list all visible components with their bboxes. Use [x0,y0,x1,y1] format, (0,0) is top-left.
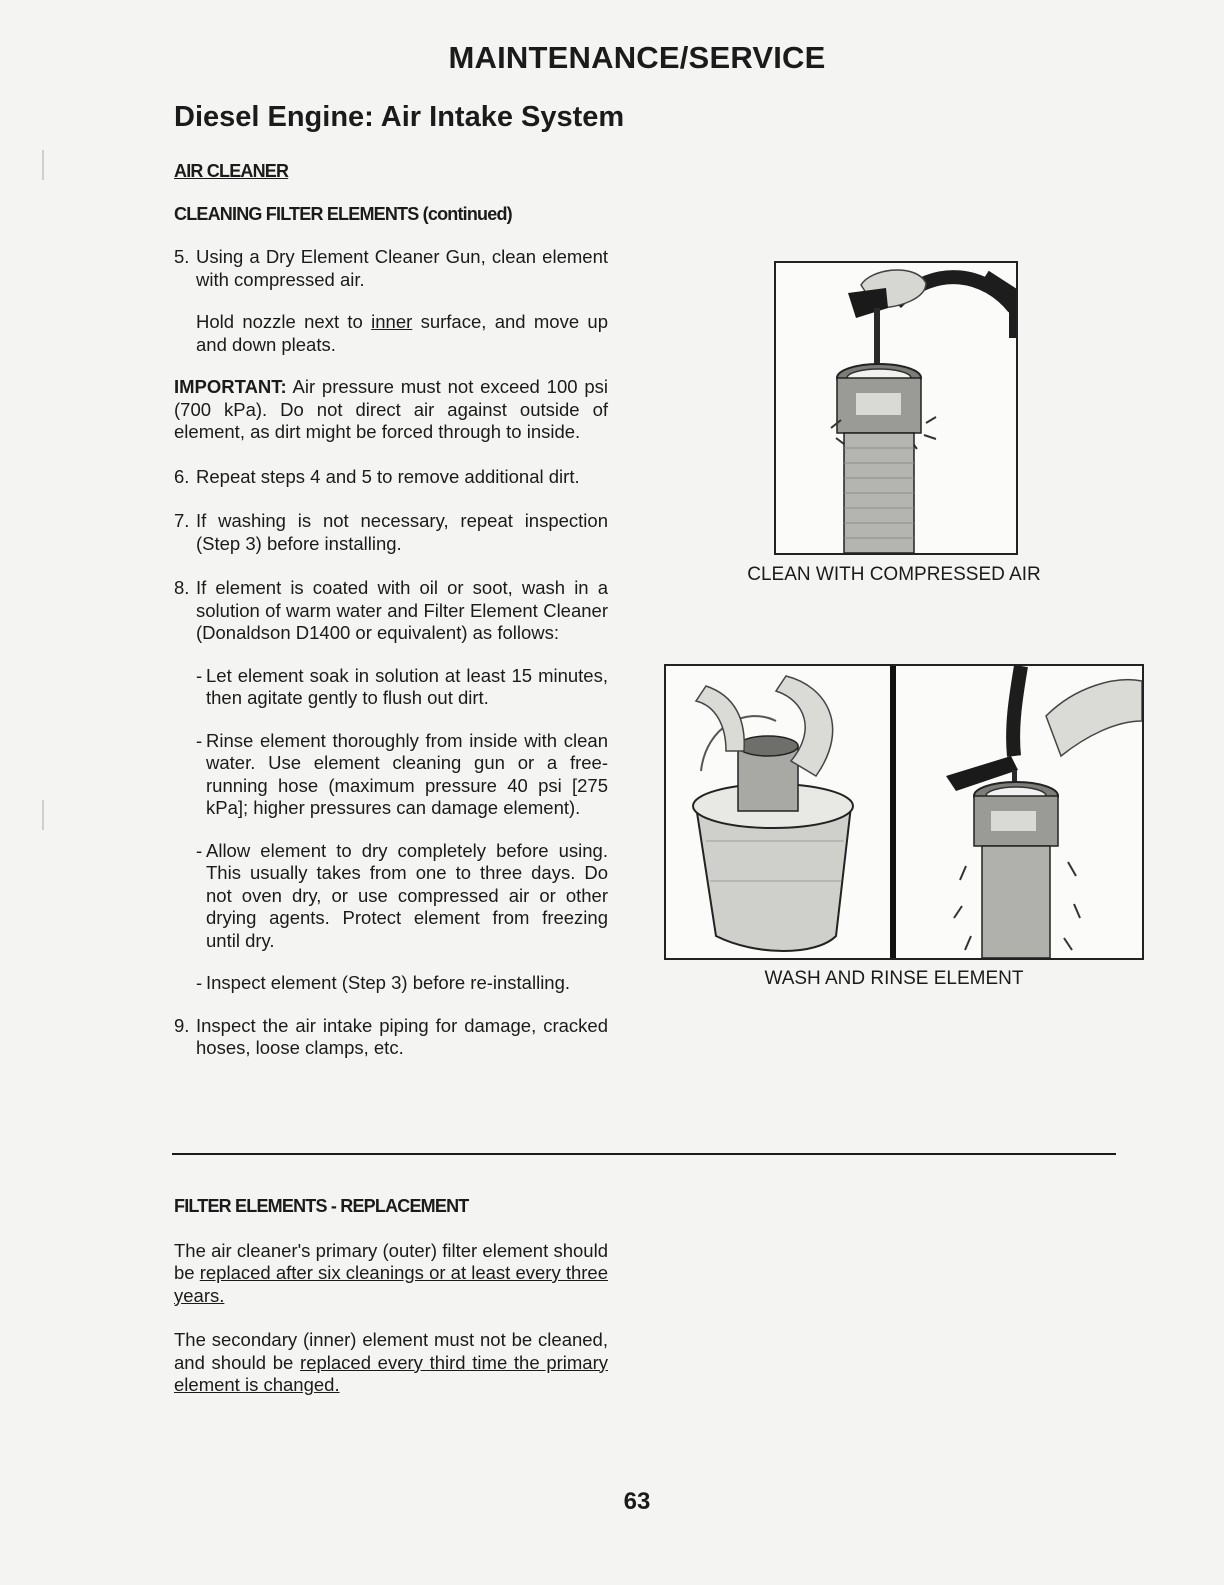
important-label: IMPORTANT: [174,376,287,397]
replacement-paragraph: The air cleaner's primary (outer) filter element should be replaced after six cleanings or at least every three years. [174,1239,608,1306]
scan-edge-mark [42,150,44,180]
bucket-rinse-icon [666,666,1142,958]
page-title: MAINTENANCE/SERVICE [448,40,826,75]
cleaning-column [174,160,608,1060]
compressed-air-illustration [774,261,1018,555]
step-number: 5. [174,246,190,267]
cleaning-heading: CLEANING FILTER ELEMENTS (continued) [174,203,512,224]
list-item: - Allow element to dry completely before using. This usually takes from one to three days. Do not oven dry, or use compressed air or other drying agents. Protect element from freezing until dry. [196,839,608,951]
step-8: 8. If element is coated with oil or soot, wash in a solution of warm water and Filter Element Cleaner (Donaldson D1400 or equivalent) as follows: [174,577,608,643]
step-5-note: Hold nozzle next to inner surface, and move up and down pleats. [196,311,608,355]
list-item: - Let element soak in solution at least 15 minutes, then agitate gently to flush out dirt. [196,664,608,708]
step-7: 7. If washing is not necessary, repeat inspection (Step 3) before installing. [174,510,608,554]
replacement-paragraph: The secondary (inner) element must not be cleaned, and should be replaced every third time the primary element is changed. [174,1329,608,1395]
replacement-section [174,1195,608,1397]
step-9: 9. Inspect the air intake piping for damage, cracked hoses, loose clamps, etc. [174,1014,608,1058]
filter-air-gun-icon [776,263,1016,553]
important-text: Air pressure must not exceed 100 psi (700 kPa). Do not direct air against outside of element, as dirt might be forced through to inside. [174,376,608,442]
section-divider [172,1153,1116,1155]
step-text: Using a Dry Element Cleaner Gun, clean element with compressed air. [196,246,608,290]
figure-caption: CLEAN WITH COMPRESSED AIR [747,564,1041,585]
air-cleaner-subheading: AIR CLEANER [174,161,289,181]
wash-rinse-illustration [664,664,1144,960]
step-6: 6. Repeat steps 4 and 5 to remove additional dirt. [174,465,580,487]
step-5 [174,246,608,291]
replacement-heading: FILTER ELEMENTS - REPLACEMENT [174,1196,469,1216]
section-title: Diesel Engine: Air Intake System [174,101,625,133]
figure-caption: WASH AND RINSE ELEMENT [764,968,1024,989]
important-note [174,376,608,444]
scan-edge-mark [42,800,44,830]
list-item: - Inspect element (Step 3) before re-installing. [196,972,571,993]
list-item: - Rinse element thoroughly from inside with clean water. Use element cleaning gun or a free-running hose (maximum pressure 40 psi [275 kPa]; higher pressures can damage element). [196,729,608,818]
page-number: 63 [623,1488,651,1515]
